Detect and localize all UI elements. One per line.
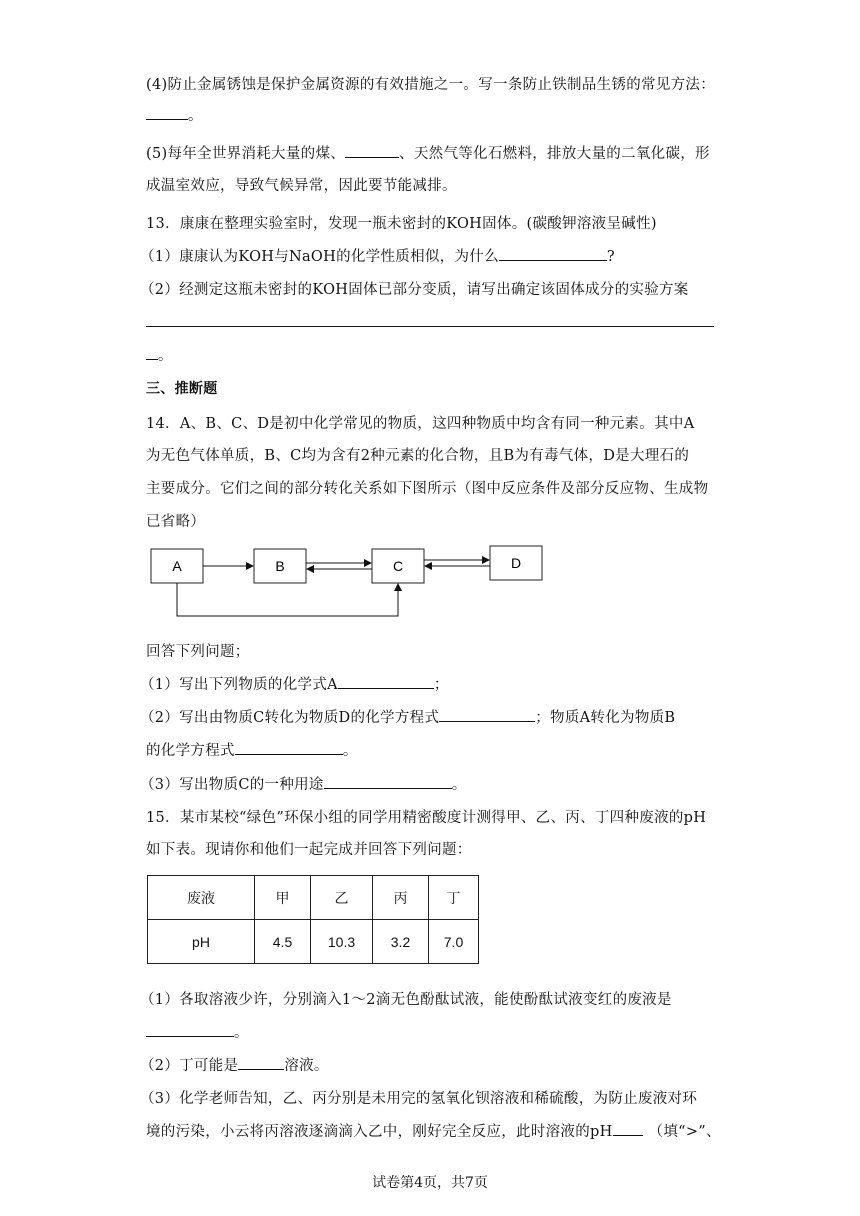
table-row-label: pH [148, 920, 255, 964]
label-a: A [172, 558, 182, 574]
q14-stem-line2: 为无色气体单质，B、C均为含有2种元素的化合物，且B为有毒气体，D是大理石的 [146, 448, 690, 464]
q12-part5-line1: (5)每年全世界消耗大量的煤、 、天然气等化石燃料，排放大量的二氧化碳，形 [146, 142, 710, 163]
table-header-cell: 甲 [255, 876, 311, 920]
q14-part3: （3）写出物质C的一种用途 。 [140, 773, 467, 794]
answer-blank[interactable] [499, 246, 607, 261]
table-header-cell: 乙 [311, 876, 373, 920]
q15-part2: （2）丁可能是 溶液。 [140, 1054, 329, 1075]
q15-part3-line2: 境的污染，小云将丙溶液逐滴滴入乙中，刚好完全反应，此时溶液的pH （填“>”、 [146, 1120, 721, 1141]
table-header-cell: 丁 [429, 876, 479, 920]
section-heading: 三、推断题 [146, 381, 218, 397]
q14-part1: （1）写出下列物质的化学式A ； [140, 673, 449, 694]
answer-rule[interactable] [146, 326, 714, 327]
q13-part2: （2）经测定这瓶未密封的KOH固体已部分变质，请写出确定该固体成分的实验方案 [140, 282, 689, 298]
q15-stem-line1: 15．某市某校“绿色”环保小组的同学用精密酸度计测得甲、乙、丙、丁四种废液的pH [146, 810, 707, 826]
answer-blank[interactable] [338, 674, 434, 689]
q14-part2-line1: （2）写出由物质C转化为物质D的化学方程式 ；物质A转化为物质B [140, 706, 675, 727]
table-header-cell: 丙 [373, 876, 429, 920]
answer-blank[interactable] [324, 774, 452, 789]
table-header-cell: 废液 [148, 876, 255, 920]
table-row [148, 876, 479, 920]
answer-blank[interactable] [146, 1022, 234, 1037]
q12-part4-line1: (4)防止金属锈蚀是保护金属资源的有效措施之一。写一条防止铁制品生锈的常见方法： [146, 77, 716, 93]
table-cell: 3.2 [373, 920, 429, 964]
q15-stem-line2: 如下表。现请你和他们一起完成并回答下列问题： [146, 842, 472, 858]
q14-prompt: 回答下列问题； [146, 644, 250, 660]
q13-stem: 13．康康在整理实验室时，发现一瓶未密封的KOH固体。(碳酸钾溶液呈碱性) [146, 216, 657, 232]
conversion-diagram [140, 536, 560, 628]
q12-part4-line2: 。 [146, 104, 203, 125]
label-b: B [275, 558, 285, 574]
q15-part3-line1: （3）化学老师告知，乙、丙分别是未用完的氢氧化钡溶液和稀硫酸，为防止废液对环 [140, 1091, 698, 1107]
table-cell: 4.5 [255, 920, 311, 964]
label-c: C [392, 558, 404, 574]
q13-part1: （1）康康认为KOH与NaOH的化学性质相似，为什么 ? [140, 245, 615, 266]
answer-blank[interactable] [439, 707, 535, 722]
table-cell: 7.0 [429, 920, 479, 964]
ph-table [147, 875, 479, 964]
answer-blank[interactable] [146, 345, 158, 360]
page-footer: 试卷第4页，共7页 [372, 1175, 488, 1191]
q15-part1-line2: 。 [146, 1021, 249, 1042]
answer-blank[interactable] [146, 105, 188, 120]
q13-part2-end: 。 [146, 344, 173, 365]
q14-stem-line3: 主要成分。它们之间的部分转化关系如下图所示（图中反应条件及部分反应物、生成物 [146, 481, 709, 497]
q14-stem-line4: 已省略） [146, 514, 206, 530]
label-d: D [510, 555, 522, 571]
q15-part1-line1: （1）各取溶液少许，分别滴入1～2滴无色酚酞试液，能使酚酞试液变红的废液是 [140, 992, 672, 1008]
table-row [148, 920, 479, 964]
answer-blank[interactable] [613, 1121, 643, 1136]
answer-blank[interactable] [238, 1055, 284, 1070]
arrow-a-to-c [177, 583, 398, 616]
answer-blank[interactable] [345, 143, 399, 158]
q14-stem-line1: 14．A、B、C、D是初中化学常见的物质，这四种物质中均含有同一种元素。其中A [146, 416, 695, 432]
q12-part5-line2: 成温室效应，导致气候异常，因此要节能减排。 [146, 178, 457, 194]
answer-blank[interactable] [235, 740, 343, 755]
q14-part2-line2: 的化学方程式 。 [146, 739, 358, 760]
table-cell: 10.3 [311, 920, 373, 964]
